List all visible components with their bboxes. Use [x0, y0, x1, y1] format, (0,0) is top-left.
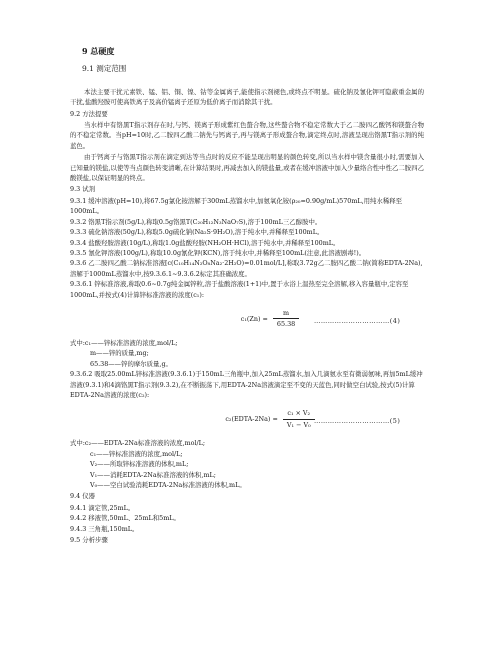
- formula-4-left: c₁(Zn) =: [240, 314, 268, 323]
- where-5-v1: V₁——消耗EDTA-2Na标准溶液的体积,mL;: [90, 470, 216, 479]
- reagent-9-3-6-1: 9.3.6.1 锌标准溶液,称取0.6~0.7g纯金属锌粒,溶于盐酸溶液(1+1)中,置于水浴上温热至完全溶解,移入容量瓶中,定容至1000mL,并按式(4)计算锌标准溶液的浓度(c₁):: [70, 280, 409, 299]
- apparatus-heading: 9.4 仪器: [70, 492, 95, 501]
- formula-4-fraction: [273, 308, 299, 330]
- analysis-heading: 9.5 分析步骤: [70, 536, 108, 545]
- reagent-9-3-2: 9.3.2 铬黑T指示剂(5g/L),称取0.5g铬黑T(C₂₀H₁₂N₃NaO₇S),溶于100mL三乙醇胺中。: [70, 217, 322, 226]
- formula-5-fraction: [283, 408, 315, 430]
- formula-5-left: c₂(EDTA-2Na) =: [225, 415, 278, 424]
- reagent-9-3-6: 9.3.6 乙二胺四乙酸二钠标准溶液[c(C₁₀H₁₄N₂O₈Na₂·2H₂O)=0.01mol/L],称取3.72g乙二胺四乙酸二钠(简称EDTA-2Na),溶解于1000mL蒸馏水中,按9.3.6.1~9.3.6.2标定其准确浓度。: [70, 259, 423, 278]
- scope-heading: 9.1 测定范围: [82, 64, 127, 74]
- formula-5: [70, 408, 424, 434]
- scope-text: 本法主要干扰元素铁、锰、铝、铜、镍、钴等金属离子,能使指示剂褪色,或终点不明显。硫化钠及氰化钾可隐蔽重金属的干扰,盐酸羟胺可使高铁离子及高价锰离子还原为低价离子而消除其干扰。: [70, 87, 424, 107]
- reagent-9-3-3: 9.3.3 硫化钠溶液(50g/L),称取5.0g硫化钠(Na₂S·9H₂O),溶于纯水中,并稀释至100mL。: [70, 228, 324, 237]
- formula-4-number: ……………………………(4): [314, 316, 401, 325]
- where-5-v2: V₂——所取锌标准溶液的体积,mL;: [90, 460, 189, 469]
- formula-4-denominator: 65.38: [276, 320, 296, 329]
- section-title: 9 总硬度: [82, 46, 115, 56]
- where-4-molar: 65.38——锌的摩尔质量,g。: [90, 359, 172, 368]
- principle-paragraph-1: 当水样中有铬黑T指示剂存在时,与钙、镁离子形成紫红色螯合物,这些螯合物不稳定常数大于乙二胺四乙酸钙和镁螯合物的不稳定常数。当pH=10时,乙二胺四乙酸二钠先与钙离子,再与镁离子形成螯合物,滴定终点时,溶液呈现出铬黑T指示剂的纯蓝色。: [70, 121, 424, 150]
- apparatus-9-4-3: 9.4.3 三角瓶,150mL。: [70, 524, 139, 533]
- where-5-v0: V₀——空白试验消耗EDTA-2Na标准溶液的体积,mL。: [90, 481, 246, 489]
- where-5-lead: 式中:c₂——EDTA-2Na标准溶液的浓度,mol/L;: [70, 439, 206, 448]
- reagent-9-3-4: 9.3.4 盐酸羟胺溶液(10g/L),称取1.0g盐酸羟胺(NH₂OH·HCl),溶于纯水中,并稀释至100mL。: [70, 238, 340, 247]
- formula-5-denominator: V₁ − V₀: [286, 420, 311, 429]
- principle-heading: 9.2 方法提要: [70, 109, 108, 118]
- reagent-9-3-6-2: 9.3.6.2 吸取25.00mL锌标准溶液(9.3.6.1)于150mL三角瓶中,加入25mL蒸馏水,加入几滴氨水至有微弱氨味,再加5mL缓冲溶液(9.3.1)和4滴铬黑T指示剂(9.3.2),在不断振荡下,用EDTA-2Na溶液滴定至不变的天蓝色,同时做空白试验,按式(5)计算EDTA-2Na溶液的浓度(c₂):: [70, 370, 423, 399]
- formula-4: [70, 308, 424, 334]
- where-4-lead: 式中:c₁——锌标准溶液的浓度,mol/L;: [70, 338, 178, 347]
- reagent-9-3-5: 9.3.5 氰化钾溶液(100g/L),称取10.0g氰化钾(KCN),溶于纯水中,并稀释至100mL(注意,此溶液剧毒!)。: [70, 248, 366, 257]
- formula-4-numerator: m: [273, 308, 299, 319]
- reagents-heading: 9.3 试剂: [70, 185, 95, 194]
- apparatus-9-4-1: 9.4.1 滴定管,25mL。: [70, 503, 135, 512]
- principle-paragraph-2: 由于钙离子与铬黑T指示剂在滴定到达等当点时的反应不能呈现出明显的颜色转变,所以当水样中镁含量很小时,需要加入已知量的镁盐,以使等当点颜色转变清晰,在计算结果时,再减去加入的镁盐量,或者在缓冲溶液中加入少量络合性中性乙二胺四乙酸镁盐,以保证明显的终点。: [70, 153, 424, 183]
- apparatus-9-4-2: 9.4.2 移液管,50mL、25mL和5mL。: [70, 514, 180, 523]
- formula-5-numerator: c₁ × V₂: [283, 408, 315, 419]
- formula-5-number: ……………………………(5): [314, 417, 401, 426]
- where-5-c1: c₁——锌标准溶液的浓度,mol/L;: [90, 449, 183, 458]
- reagent-9-3-1: 9.3.1 缓冲溶液(pH=10),将67.5g氯化铵溶解于300mL蒸馏水中,加氨氧化铵(ρ₂₀=0.90g/mL)570mL,用纯水稀释至1000mL。: [70, 196, 402, 216]
- where-4-m: m——锌的质量,mg;: [90, 349, 149, 358]
